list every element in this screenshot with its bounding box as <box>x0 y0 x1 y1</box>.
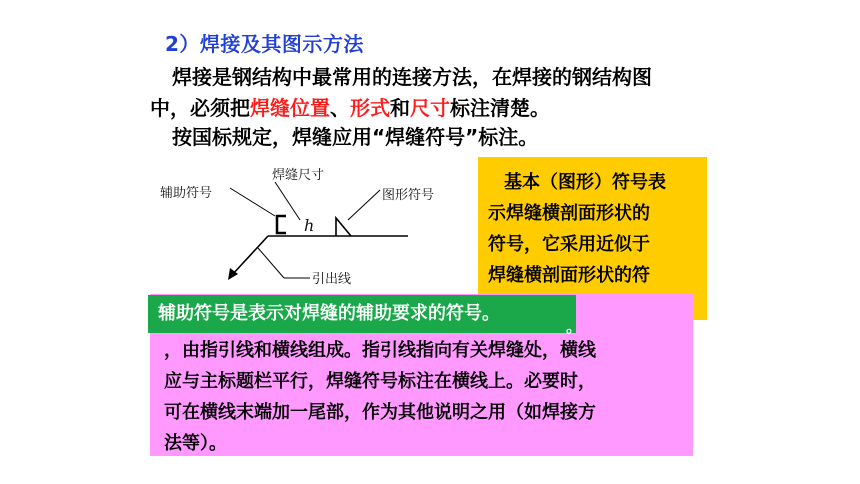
label-leader-line: 引出线 <box>312 272 352 287</box>
label-auxiliary-symbol: 辅助符号 <box>160 186 213 201</box>
emphasis-weld-position: 焊缝位置 <box>250 96 330 120</box>
callout-line: 焊缝横剖面形状的符 <box>488 265 650 286</box>
explanation-line: 应与主标题栏平行，焊缝符号标注在横线上。必要时， <box>164 371 596 392</box>
shape-pointer <box>348 190 380 220</box>
intro-line-1: 焊接是钢结构中最常用的连接方法，在焊接的钢结构图 <box>172 65 652 89</box>
auxiliary-symbol-banner: 辅助符号是表示对焊缝的辅助要求的符号。 <box>148 295 576 333</box>
emphasis-weld-form: 形式 <box>350 96 390 120</box>
emphasis-weld-size: 尺寸 <box>410 96 450 120</box>
label-shape-symbol: 图形符号 <box>382 188 435 203</box>
explanation-line: 法等）。 <box>164 433 227 454</box>
explanation-line: ，由指引线和横线组成。指引线指向有关焊缝处，横线 <box>164 340 596 361</box>
leader-pointer <box>258 248 284 278</box>
label-weld-size: 焊缝尺寸 <box>272 168 325 183</box>
callout-line: 示焊缝横剖面形状的 <box>488 203 650 224</box>
callout-line: 符号，它采用近似于 <box>488 234 650 255</box>
intro-paragraph <box>150 62 750 124</box>
aux-pointer <box>230 188 275 216</box>
auxiliary-symbol <box>277 216 286 233</box>
separator: 、 <box>330 96 350 120</box>
intro-line-2 <box>150 93 750 124</box>
arrow-line <box>232 236 268 275</box>
weld-symbol-diagram <box>150 160 480 285</box>
section-heading: 2）焊接及其图示方法 <box>165 32 364 56</box>
intro-tail: 标注清楚。 <box>450 96 550 120</box>
conjunction: 和 <box>390 96 410 120</box>
fillet-weld-symbol <box>336 218 351 236</box>
size-pointer <box>275 182 300 220</box>
intro-text: 中，必须把 <box>150 96 250 120</box>
explanation-line: 可在横线末端加一尾部，作为其他说明之用（如焊接方 <box>164 402 596 423</box>
weld-size-h: h <box>304 216 315 235</box>
callout-line: 基本（图形）符号表 <box>504 172 666 193</box>
rule-line: 按国标规定，焊缝应用“焊缝符号”标注。 <box>172 125 539 149</box>
banner-tail: 。 <box>566 317 583 336</box>
